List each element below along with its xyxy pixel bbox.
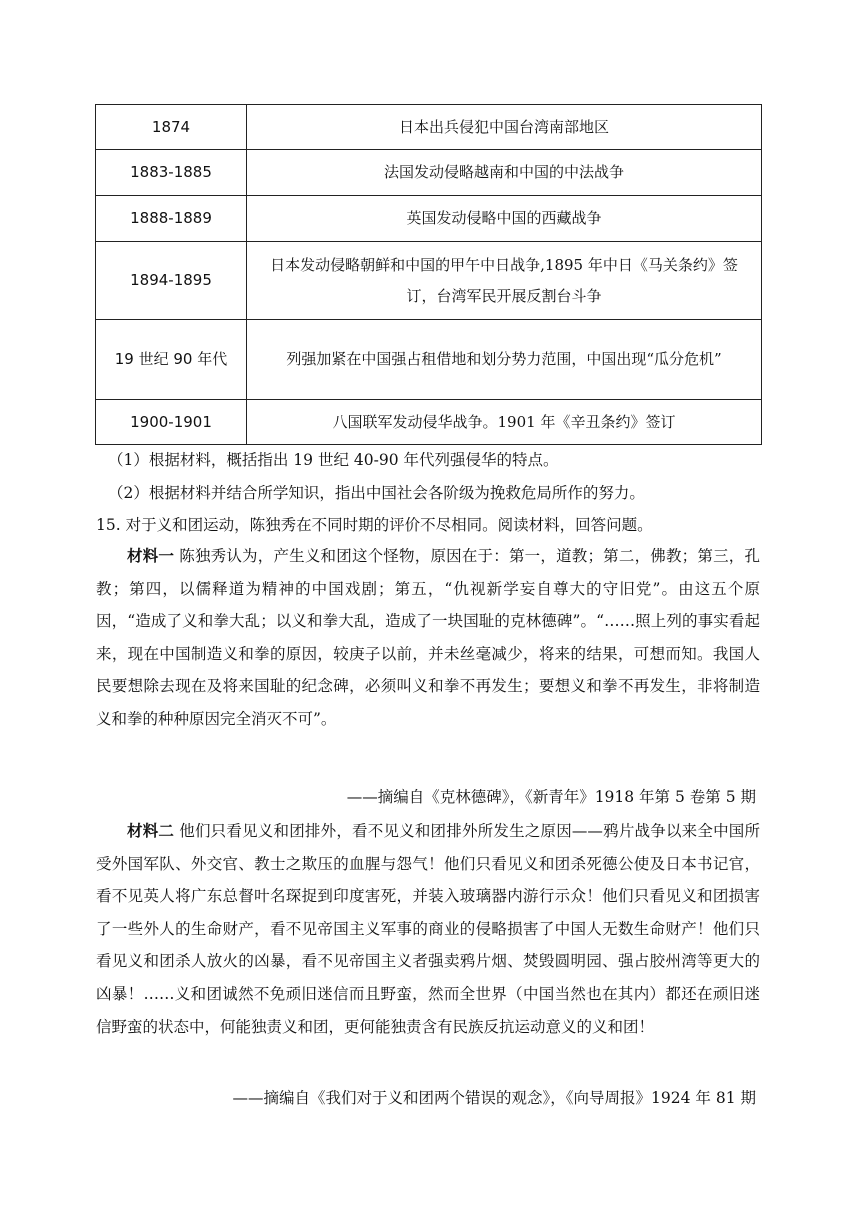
material-two-source: ——摘编自《我们对于义和团两个错误的观念》，《向导周报》1924 年 81 期	[232, 1089, 756, 1107]
table-row	[96, 242, 762, 320]
material-two	[96, 815, 760, 1043]
year-cell: 19 世纪 90 年代	[96, 320, 247, 400]
event-cell: 法国发动侵略越南和中国的中法战争	[247, 150, 762, 196]
event-cell: 日本出兵侵犯中国台湾南部地区	[247, 105, 762, 150]
event-cell: 列强加紧在中国强占租借地和划分势力范围，中国出现“瓜分危机”	[247, 320, 762, 400]
year-cell: 1888-1889	[96, 196, 247, 242]
year-cell: 1883-1885	[96, 150, 247, 196]
material-one-label: 材料一	[127, 546, 175, 565]
table-row	[96, 105, 762, 150]
question-1: （1）根据材料，概括指出 19 世纪 40-90 年代列强侵华的特点。	[108, 451, 559, 469]
table-row	[96, 400, 762, 445]
year-cell: 1874	[96, 105, 247, 150]
event-cell: 英国发动侵略中国的西藏战争	[247, 196, 762, 242]
material-one-text: 陈独秀认为，产生义和团这个怪物，原因在于：第一，道教；第二，佛教；第三，孔教；第四，以儒释道为精神的中国戏剧；第五，“仇视新学妄自尊大的守旧党”。由这五个原因，“造成了义和拳大乱；以义和拳大乱，造成了一块国耻的克林德碑”。“……照上列的事实看起来，现在中国制造义和拳的原因，较庚子以前，并未丝毫减少，将来的结果，可想而知。我国人民要想除去现在及将来国耻的纪念碑，必须叫义和拳不再发生；要想义和拳不再发生，非将制造义和拳的种种原因完全消灭不可”。	[96, 547, 760, 728]
year-cell: 1894-1895	[96, 242, 247, 320]
question-2: （2）根据材料并结合所学知识，指出中国社会各阶级为挽救危局所作的努力。	[108, 484, 645, 502]
history-events-table	[95, 104, 762, 445]
event-cell: 八国联军发动侵华战争。1901 年《辛丑条约》签订	[247, 400, 762, 445]
table-row	[96, 150, 762, 196]
table-row	[96, 320, 762, 400]
year-cell: 1900-1901	[96, 400, 247, 445]
material-one-source: ——摘编自《克林德碑》，《新青年》1918 年第 5 卷第 5 期	[346, 788, 756, 806]
question-15-stem: 15. 对于义和团运动，陈独秀在不同时期的评价不尽相同。阅读材料，回答问题。	[96, 516, 653, 534]
material-two-text: 他们只看见义和团排外，看不见义和团排外所发生之原因——鸦片战争以来全中国所受外国军队、外交官、教士之欺压的血腥与怨气！他们只看见义和团杀死德公使及日本书记官，看不见英人将广东总督叶名琛捉到印度害死，并装入玻璃器内游行示众！他们只看见义和团损害了一些外人的生命财产，看不见帝国主义军事的商业的侵略损害了中国人无数生命财产！他们只看见义和团杀人放火的凶暴，看不见帝国主义者强卖鸦片烟、焚毁圆明园、强占胶州湾等更大的凶暴！……义和团诚然不免顽旧迷信而且野蛮，然而全世界（中国当然也在其内）都还在顽旧迷信野蛮的状态中，何能独责义和团，更何能独责含有民族反抗运动意义的义和团！	[96, 822, 760, 1036]
material-two-label: 材料二	[127, 821, 175, 840]
material-one	[96, 540, 760, 736]
event-cell: 日本发动侵略朝鲜和中国的甲午中日战争,1895 年中日《马关条约》签订，台湾军民开展反割台斗争	[247, 242, 762, 320]
table-row	[96, 196, 762, 242]
